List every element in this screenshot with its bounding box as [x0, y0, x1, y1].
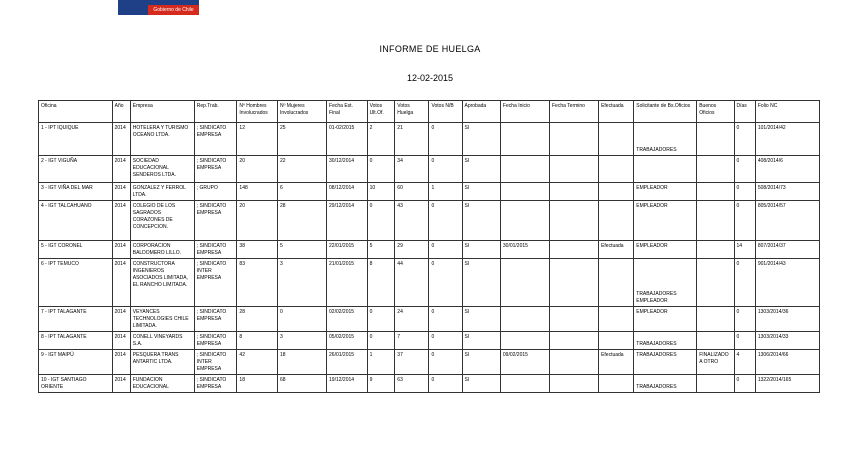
cell-votos-huelga: 63 [395, 375, 429, 393]
cell-dias: 4 [734, 350, 755, 375]
cell-hombres: 148 [237, 183, 278, 201]
cell-rep-trab: ; SINDICATO EMPRESA [194, 123, 237, 156]
cell-votos-nb: 0 [429, 123, 462, 156]
cell-votos-huelga: 60 [395, 183, 429, 201]
cell-folio-nc: 1303/2014/33 [755, 332, 819, 350]
cell-hombres: 12 [237, 123, 278, 156]
cell-buenos-oficios [697, 307, 734, 332]
header-votos-huelga: Votos Huelga [395, 101, 429, 123]
cell-fecha-inicio: 30/01/2015 [500, 241, 549, 259]
cell-fecha-est-final: 22/01/2015 [327, 241, 368, 259]
cell-fecha-termino [549, 375, 598, 393]
cell-rep-trab: ; SINDICATO EMPRESA [194, 241, 237, 259]
cell-fecha-inicio [500, 156, 549, 183]
cell-votos-nb: 1 [429, 183, 462, 201]
table-row [39, 332, 820, 350]
cell-hombres: 8 [237, 332, 278, 350]
cell-efectuada [599, 183, 634, 201]
cell-ano: 2014 [112, 332, 130, 350]
cell-efectuada [599, 375, 634, 393]
cell-folio-nc: 805/2014/57 [755, 201, 819, 241]
table-row [39, 259, 820, 307]
cell-votos-nb: 0 [429, 241, 462, 259]
cell-buenos-oficios [697, 241, 734, 259]
cell-dias: 0 [734, 375, 755, 393]
cell-rep-trab: ; SINDICATO EMPRESA [194, 375, 237, 393]
cell-ano: 2014 [112, 307, 130, 332]
cell-buenos-oficios [697, 201, 734, 241]
cell-empresa: GONZALEZ Y FERROL LTDA. [130, 183, 194, 201]
header-dias: Días [734, 101, 755, 123]
cell-buenos-oficios: FINALIZADO A OTRO [697, 350, 734, 375]
report-title: INFORME DE HUELGA [379, 44, 481, 54]
cell-ano: 2014 [112, 259, 130, 307]
cell-rep-trab: ; SINDICATO EMPRESA [194, 156, 237, 183]
cell-rep-trab: ; GRUPO [194, 183, 237, 201]
header-fecha-inicio: Fecha Inicio [500, 101, 549, 123]
cell-mujeres: 18 [277, 350, 326, 375]
cell-solicitante: EMPLEADOR [634, 241, 697, 259]
cell-dias: 0 [734, 307, 755, 332]
cell-efectuada [599, 307, 634, 332]
table-row [39, 123, 820, 156]
cell-fecha-termino [549, 241, 598, 259]
cell-fecha-termino [549, 201, 598, 241]
cell-buenos-oficios [697, 332, 734, 350]
cell-folio-nc: 1322/2014/165 [755, 375, 819, 393]
cell-fecha-est-final: 08/12/2014 [327, 183, 368, 201]
cell-votos-huelga: 37 [395, 350, 429, 375]
cell-fecha-inicio [500, 183, 549, 201]
cell-solicitante: TRABAJADORES [634, 332, 697, 350]
cell-rep-trab: ; SINDICATO EMPRESA [194, 332, 237, 350]
cell-hombres: 18 [237, 375, 278, 393]
table-header-row [39, 101, 820, 123]
cell-dias: 0 [734, 183, 755, 201]
cell-votos-ult-of: 5 [367, 241, 395, 259]
cell-votos-ult-of: 0 [367, 307, 395, 332]
cell-ano: 2014 [112, 350, 130, 375]
table-row [39, 375, 820, 393]
cell-fecha-termino [549, 307, 598, 332]
cell-folio-nc: 807/2014/37 [755, 241, 819, 259]
cell-ano: 2014 [112, 241, 130, 259]
cell-aprobada: SI [462, 375, 500, 393]
cell-folio-nc: 508/2014/73 [755, 183, 819, 201]
cell-buenos-oficios [697, 123, 734, 156]
header-rep-trab: Rep.Trab. [194, 101, 237, 123]
cell-rep-trab: ; SINDICATO INTER EMPRESA [194, 350, 237, 375]
cell-fecha-inicio [500, 375, 549, 393]
cell-fecha-est-final: 29/12/2014 [327, 201, 368, 241]
cell-aprobada: SI [462, 259, 500, 307]
cell-oficina: 1 - IPT IQUIQUE [39, 123, 113, 156]
table-row [39, 156, 820, 183]
cell-votos-ult-of: 9 [367, 375, 395, 393]
cell-mujeres: 25 [277, 123, 326, 156]
cell-ano: 2014 [112, 183, 130, 201]
cell-oficina: 2 - IGT VIGUÑA [39, 156, 113, 183]
cell-solicitante: TRABAJADORES [634, 350, 697, 375]
header-fecha-termino: Fecha Termino [549, 101, 598, 123]
report-date: 12-02-2015 [406, 73, 454, 83]
cell-votos-huelga: 43 [395, 201, 429, 241]
cell-mujeres: 5 [277, 241, 326, 259]
cell-folio-nc: 1303/2014/36 [755, 307, 819, 332]
cell-folio-nc: 101/2014/42 [755, 123, 819, 156]
header-aprobada: Aprobada [462, 101, 500, 123]
cell-empresa: VEYANCES TECHNOLOGIES CHILE LIMITADA. [130, 307, 194, 332]
cell-solicitante: TRABAJADORES [634, 123, 697, 156]
cell-aprobada: SI [462, 332, 500, 350]
cell-oficina: 7 - IPT TALAGANTE [39, 307, 113, 332]
cell-votos-nb: 0 [429, 201, 462, 241]
cell-fecha-inicio [500, 307, 549, 332]
cell-mujeres: 22 [277, 156, 326, 183]
cell-votos-nb: 0 [429, 156, 462, 183]
cell-dias: 0 [734, 156, 755, 183]
cell-efectuada [599, 156, 634, 183]
cell-votos-ult-of: 8 [367, 259, 395, 307]
cell-aprobada: SI [462, 307, 500, 332]
cell-mujeres: 3 [277, 332, 326, 350]
cell-oficina: 6 - IPT TEMUCO [39, 259, 113, 307]
cell-fecha-termino [549, 332, 598, 350]
cell-ano: 2014 [112, 123, 130, 156]
cell-fecha-termino [549, 156, 598, 183]
cell-votos-nb: 0 [429, 375, 462, 393]
cell-buenos-oficios [697, 183, 734, 201]
cell-efectuada [599, 123, 634, 156]
cell-aprobada: SI [462, 123, 500, 156]
cell-votos-ult-of: 0 [367, 156, 395, 183]
cell-hombres: 20 [237, 201, 278, 241]
header-fecha-est-final: Fecha Est. Final [327, 101, 368, 123]
cell-mujeres: 28 [277, 201, 326, 241]
cell-efectuada [599, 201, 634, 241]
table-row [39, 201, 820, 241]
cell-solicitante: TRABAJADORES EMPLEADOR [634, 259, 697, 307]
cell-fecha-inicio [500, 259, 549, 307]
cell-votos-nb: 0 [429, 307, 462, 332]
cell-hombres: 38 [237, 241, 278, 259]
header-oficina: Oficina [39, 101, 113, 123]
cell-rep-trab: ; SINDICATO INTER EMPRESA [194, 259, 237, 307]
cell-fecha-inicio: 09/02/2015 [500, 350, 549, 375]
cell-votos-ult-of: 0 [367, 332, 395, 350]
cell-fecha-est-final: 26/01/2015 [327, 350, 368, 375]
cell-empresa: CORPORACION BALDOMERO LILLO. [130, 241, 194, 259]
cell-votos-nb: 0 [429, 259, 462, 307]
cell-empresa: CONELL VINEYARDS S.A. [130, 332, 194, 350]
cell-solicitante: EMPLEADOR [634, 307, 697, 332]
cell-votos-ult-of: 10 [367, 183, 395, 201]
header-efectuada: Efectuada [599, 101, 634, 123]
cell-ano: 2014 [112, 156, 130, 183]
cell-votos-huelga: 29 [395, 241, 429, 259]
cell-solicitante: TRABAJADORES [634, 375, 697, 393]
cell-dias: 0 [734, 259, 755, 307]
cell-folio-nc: 408/2014/6 [755, 156, 819, 183]
cell-fecha-termino [549, 259, 598, 307]
cell-aprobada: SI [462, 350, 500, 375]
cell-fecha-termino [549, 123, 598, 156]
cell-votos-nb: 0 [429, 350, 462, 375]
cell-votos-ult-of: 0 [367, 201, 395, 241]
cell-oficina: 3 - IGT VIÑA DEL MAR [39, 183, 113, 201]
cell-aprobada: SI [462, 156, 500, 183]
cell-oficina: 5 - IGT CORONEL [39, 241, 113, 259]
cell-oficina: 10 - IGT SANTIAGO ORIENTE [39, 375, 113, 393]
cell-fecha-inicio [500, 332, 549, 350]
header-hombres: Nº Hombres Involucrados [237, 101, 278, 123]
cell-efectuada: Efectuada [599, 241, 634, 259]
cell-votos-huelga: 34 [395, 156, 429, 183]
cell-ano: 2014 [112, 375, 130, 393]
header-votos-ult-of: Votos Ult.Of. [367, 101, 395, 123]
logo-text: Gobierno de Chile [153, 7, 194, 13]
table-row [39, 241, 820, 259]
cell-empresa: PESQUERA TRANS ANTARTIC LTDA. [130, 350, 194, 375]
cell-votos-ult-of: 2 [367, 123, 395, 156]
cell-solicitante: EMPLEADOR [634, 201, 697, 241]
cell-votos-huelga: 44 [395, 259, 429, 307]
cell-hombres: 20 [237, 156, 278, 183]
table-row [39, 307, 820, 332]
cell-rep-trab: ; SINDICATO EMPRESA [194, 201, 237, 241]
cell-fecha-est-final: 19/12/2014 [327, 375, 368, 393]
cell-oficina: 8 - IPT TALAGANTE [39, 332, 113, 350]
cell-votos-nb: 0 [429, 332, 462, 350]
cell-empresa: CONSTRUCTORA INGENIEROS ASOCIADOS LIMITADA, EL RANCHO LIMITADA. [130, 259, 194, 307]
cell-fecha-est-final: 30/12/2014 [327, 156, 368, 183]
cell-solicitante [634, 156, 697, 183]
header-buenos-oficios: Buenos Oficios [697, 101, 734, 123]
cell-efectuada: Efectuada [599, 350, 634, 375]
strike-report-table [38, 100, 820, 393]
cell-oficina: 4 - IGT TALCAHUANO [39, 201, 113, 241]
cell-fecha-inicio [500, 201, 549, 241]
cell-aprobada: SI [462, 201, 500, 241]
cell-mujeres: 3 [277, 259, 326, 307]
cell-votos-huelga: 21 [395, 123, 429, 156]
cell-empresa: HOTELERA Y TURISMO OCEANO LTDA. [130, 123, 194, 156]
cell-dias: 0 [734, 332, 755, 350]
cell-buenos-oficios [697, 156, 734, 183]
cell-dias: 0 [734, 123, 755, 156]
cell-empresa: FUNDACION EDUCACIONAL [130, 375, 194, 393]
cell-votos-huelga: 24 [395, 307, 429, 332]
cell-fecha-est-final: 02/02/2015 [327, 307, 368, 332]
header-mujeres: Nº Mujeres Involucrados [277, 101, 326, 123]
header-folio-nc: Folio NC [755, 101, 819, 123]
cell-efectuada [599, 259, 634, 307]
cell-mujeres: 0 [277, 307, 326, 332]
cell-fecha-termino [549, 350, 598, 375]
cell-mujeres: 68 [277, 375, 326, 393]
cell-fecha-inicio [500, 123, 549, 156]
cell-ano: 2014 [112, 201, 130, 241]
header-empresa: Empresa [130, 101, 194, 123]
cell-buenos-oficios [697, 259, 734, 307]
cell-solicitante: EMPLEADOR [634, 183, 697, 201]
cell-fecha-est-final: 21/01/2015 [327, 259, 368, 307]
cell-fecha-est-final: 01-02/2015 [327, 123, 368, 156]
cell-hombres: 28 [237, 307, 278, 332]
cell-fecha-termino [549, 183, 598, 201]
header-votos-nb: Votos N/B [429, 101, 462, 123]
header-solicitante: Solicitante de Bs.Oficios [634, 101, 697, 123]
cell-empresa: SOCIEDAD EDUCACIONAL SENDEROS LTDA. [130, 156, 194, 183]
cell-folio-nc: 901/2014/43 [755, 259, 819, 307]
cell-aprobada: SI [462, 241, 500, 259]
cell-aprobada: SI [462, 183, 500, 201]
cell-efectuada [599, 332, 634, 350]
cell-hombres: 42 [237, 350, 278, 375]
table-row [39, 350, 820, 375]
table-row [39, 183, 820, 201]
cell-rep-trab: ; SINDICATO EMPRESA [194, 307, 237, 332]
cell-oficina: 9 - IGT MAIPÚ [39, 350, 113, 375]
cell-folio-nc: 1306/2014/66 [755, 350, 819, 375]
cell-mujeres: 6 [277, 183, 326, 201]
cell-fecha-est-final: 05/02/2015 [327, 332, 368, 350]
cell-hombres: 83 [237, 259, 278, 307]
cell-dias: 0 [734, 201, 755, 241]
cell-buenos-oficios [697, 375, 734, 393]
cell-votos-huelga: 7 [395, 332, 429, 350]
cell-votos-ult-of: 1 [367, 350, 395, 375]
gobierno-logo [118, 0, 199, 15]
header-ano: Año [112, 101, 130, 123]
cell-empresa: COLEGIO DE LOS SAGRADOS CORAZONES DE CONCEPCION. [130, 201, 194, 241]
cell-dias: 14 [734, 241, 755, 259]
